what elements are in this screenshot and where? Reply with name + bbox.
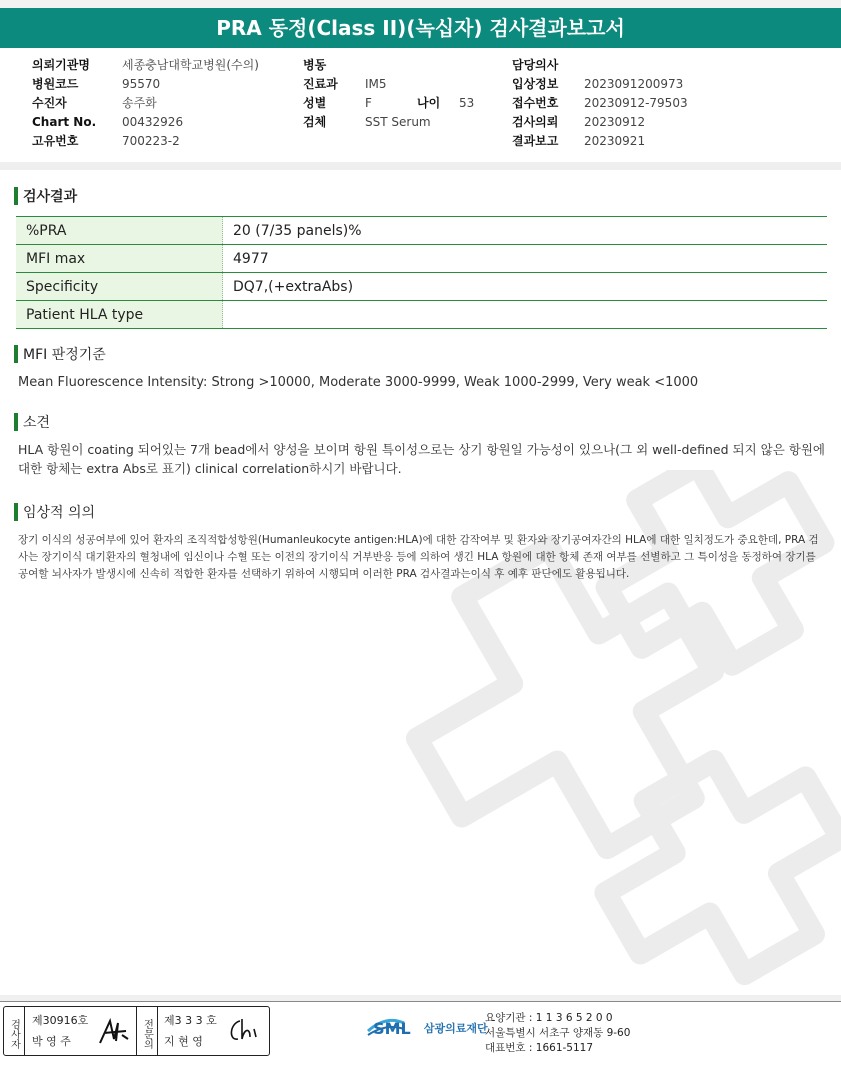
info-label: 결과보고	[512, 134, 559, 148]
result-label: Specificity	[16, 273, 223, 301]
address-line: 대표번호 : 1661-5117	[485, 1042, 594, 1054]
section-marker	[14, 413, 18, 431]
info-label: 검체	[303, 115, 327, 129]
result-value: DQ7,(+extraAbs)	[223, 273, 828, 301]
info-row	[32, 75, 259, 94]
table-row	[16, 301, 827, 329]
info-row	[512, 56, 688, 75]
org-logo	[366, 1013, 488, 1043]
examiner-license: 제30916호	[32, 1014, 89, 1027]
clinical-significance-text: 장기 이식의 성공여부에 있어 환자의 조직적합성항원(Humanleukocyte antigen:HLA)에 대한 감작여부 및 환자와 장기공여자간의 HLA에 대한 일치정도가 중요한데, PRA 검사는 장기이식 대기환자의 혈청내에 임신이나 수혈 또는 이전의 장기이식 거부반응 등에 의하여 생긴 HLA 항원에 대한 항체 존재 여부를 선별하고 그 특이성을 동정하여 장기를 공여할 뇌사자가 발생시에 신속히 적합한 환자를 선택하기 위하여 시행되며 이러한 PRA 검사결과는이식 후 예후 판단에도 활용됩니다.	[18, 534, 819, 580]
result-value	[223, 301, 828, 329]
section-marker	[14, 345, 18, 363]
table-row	[16, 245, 827, 273]
examiner-name: 박 영 주	[32, 1035, 71, 1048]
info-value: 20230912	[584, 115, 646, 129]
info-row	[512, 132, 688, 151]
vertical-text: 전문의	[141, 1019, 153, 1049]
section-clinical-heading	[14, 502, 95, 524]
result-label: MFI max	[16, 245, 223, 273]
examiner-signature	[96, 1013, 132, 1049]
top-strip	[0, 0, 841, 8]
info-value: F	[365, 96, 372, 110]
section-title: MFI 판정기준	[23, 347, 106, 363]
info-value: 송주화	[122, 96, 157, 110]
age-label: 나이	[417, 96, 441, 110]
info-label: 진료과	[303, 77, 338, 91]
address-line: 서울특별시 서초구 양재동 9-60	[485, 1027, 631, 1039]
section-marker	[14, 503, 18, 521]
signature-box	[3, 1006, 270, 1056]
info-value: 20230912-79503	[584, 96, 688, 110]
table-row	[16, 273, 827, 301]
examiner-vertical-label	[4, 1007, 25, 1055]
specialist-name: 지 현 영	[164, 1035, 203, 1048]
section-results-heading	[14, 186, 77, 208]
info-row	[303, 94, 474, 113]
section-title: 소견	[23, 415, 51, 431]
info-label: 의뢰기관명	[32, 58, 90, 72]
findings-text: HLA 항원이 coating 되어있는 7개 bead에서 양성을 보이며 항원 특이성으로는 상기 항원일 가능성이 있으나(그 외 well-defined 되지 않은 항원에 대한 항체는 extra Abs로 표기) clinical correlation하시기 바랍니다.	[18, 442, 825, 476]
info-row	[303, 113, 474, 132]
info-label: 고유번호	[32, 134, 79, 148]
section-title: 임상적 의의	[23, 505, 96, 521]
info-value: 00432926	[122, 115, 184, 129]
result-value: 4977	[223, 245, 828, 273]
patient-info-col1	[32, 56, 259, 151]
report-footer	[0, 995, 841, 1069]
info-row	[512, 94, 688, 113]
specialist-vertical-label	[136, 1007, 158, 1055]
org-logo-text: SML	[373, 1018, 411, 1038]
info-value: 95570	[122, 77, 161, 91]
info-label: 검사의뢰	[512, 115, 559, 129]
info-value: IM5	[365, 77, 387, 91]
patient-info-col3	[512, 56, 688, 151]
info-value: 20230921	[584, 134, 646, 148]
specialist-license: 제3 3 3 호	[164, 1014, 217, 1027]
vertical-text: 검사자	[8, 1019, 20, 1049]
report-title: PRA 동정(Class II)(녹십자) 검사결과보고서	[0, 8, 841, 48]
info-value: 700223-2	[122, 134, 180, 148]
result-label: Patient HLA type	[16, 301, 223, 329]
specialist-signature	[226, 1015, 264, 1047]
section-title: 검사결과	[23, 189, 78, 205]
info-label: Chart No.	[32, 115, 97, 129]
info-row	[303, 75, 474, 94]
results-table	[16, 216, 827, 329]
info-value: 세종충남대학교병원(수의)	[122, 58, 259, 72]
org-name: 삼광의료재단	[423, 1022, 488, 1035]
info-row	[32, 94, 259, 113]
info-row	[32, 56, 259, 75]
info-row	[512, 75, 688, 94]
section-findings-heading	[14, 412, 50, 434]
info-label: 성별	[303, 96, 327, 110]
section-mfi-heading	[14, 344, 106, 366]
info-row	[32, 113, 259, 132]
section-separator	[0, 162, 841, 170]
info-label: 병원코드	[32, 77, 79, 91]
address-line: 요양기관 : 1 1 3 6 5 2 0 0	[485, 1012, 613, 1024]
info-label: 접수번호	[512, 96, 559, 110]
table-row	[16, 217, 827, 245]
footer-line	[0, 1001, 841, 1002]
info-label: 입상정보	[512, 77, 559, 91]
mfi-criteria-text: Mean Fluorescence Intensity: Strong >10000, Moderate 3000-9999, Weak 1000-2999, Very weak <1000	[18, 375, 699, 390]
section-marker	[14, 187, 18, 205]
info-label: 담당의사	[512, 58, 559, 72]
age-value: 53	[459, 96, 475, 110]
info-row	[303, 56, 474, 75]
info-label: 병동	[303, 58, 327, 72]
org-address	[485, 1011, 630, 1056]
info-label: 수진자	[32, 96, 67, 110]
patient-info-col2	[303, 56, 474, 132]
info-row	[32, 132, 259, 151]
result-label: %PRA	[16, 217, 223, 245]
info-value: 2023091200973	[584, 77, 684, 91]
info-row	[512, 113, 688, 132]
info-value: SST Serum	[365, 115, 431, 129]
result-value: 20 (7/35 panels)%	[223, 217, 828, 245]
